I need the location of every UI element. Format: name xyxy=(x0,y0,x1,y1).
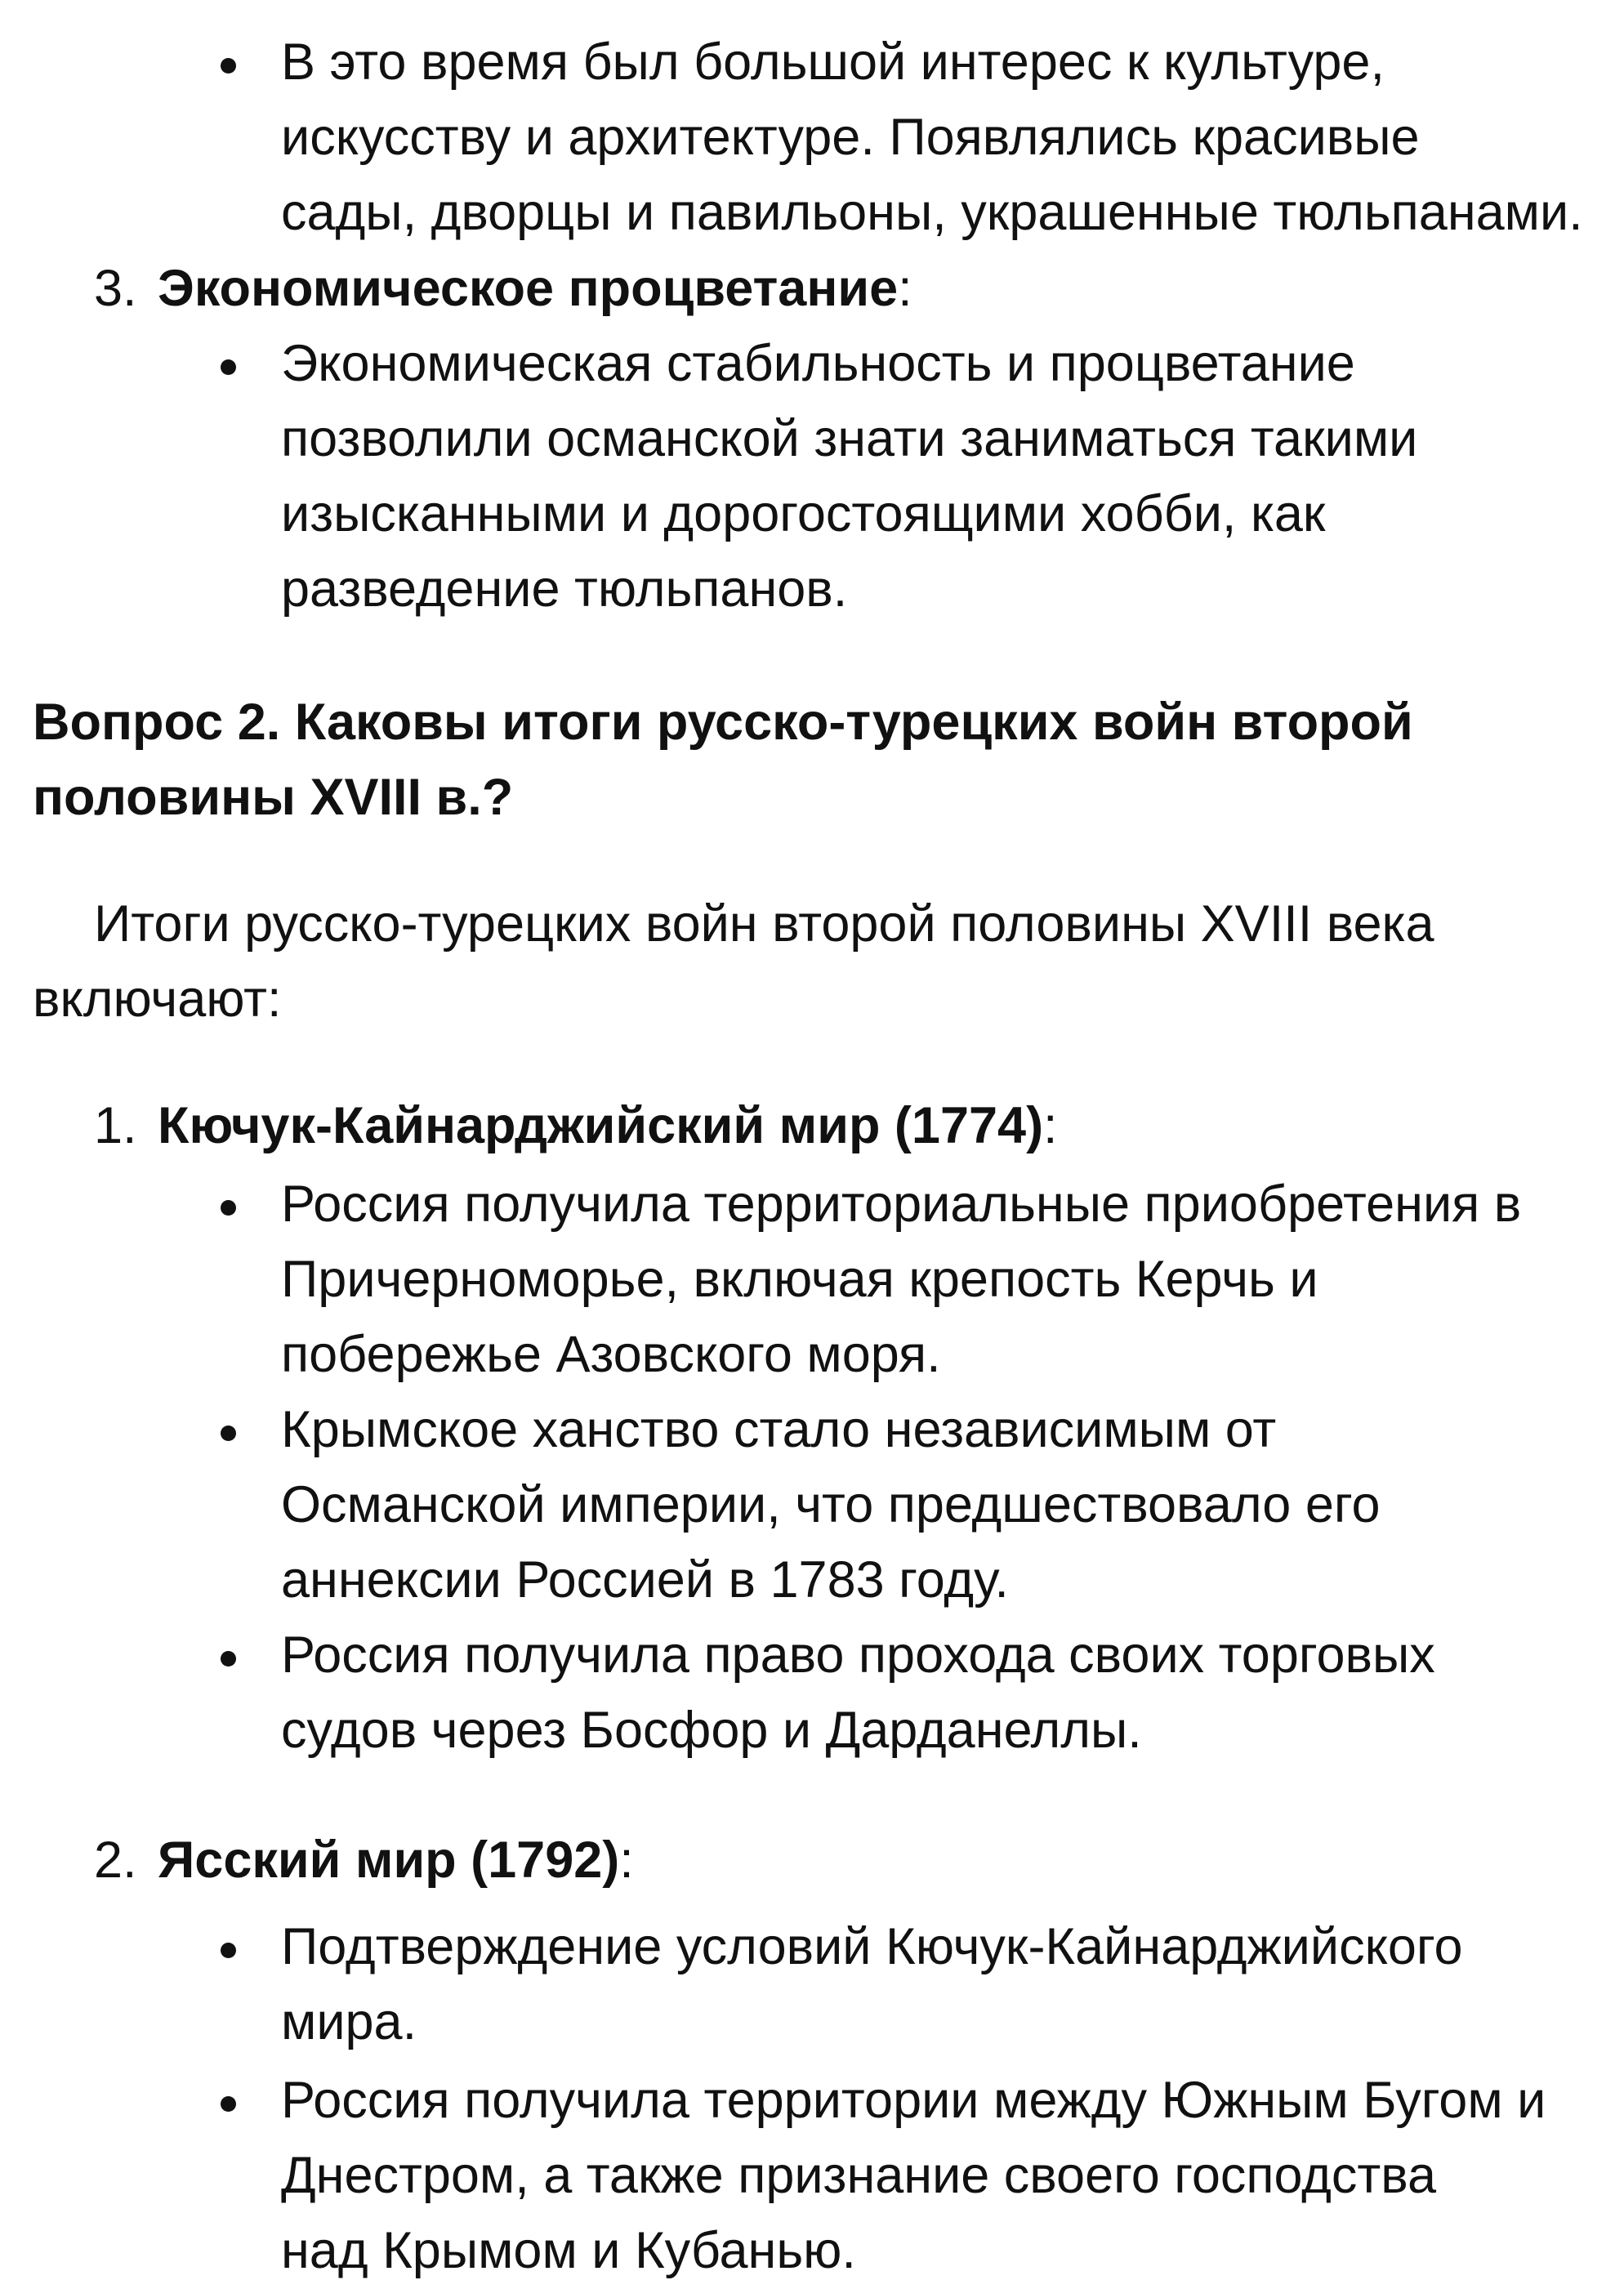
list-item-colon: : xyxy=(898,260,912,317)
text-line: побережье Азовского моря. xyxy=(281,1326,941,1383)
list-number: 3. xyxy=(94,260,137,317)
text-line: Россия получила право прохода своих торговых xyxy=(281,1626,1435,1684)
bullet-marker xyxy=(221,58,236,74)
text-line: Россия получила территориальные приобретения в xyxy=(281,1176,1522,1233)
list-item-title: Экономическое процветание xyxy=(158,260,899,317)
text-line: разведение тюльпанов. xyxy=(281,560,848,618)
bullet-marker xyxy=(221,1426,236,1441)
text-line: изысканными и дорогостоящими хобби, как xyxy=(281,485,1326,542)
text-line: позволили османской знати заниматься такими xyxy=(281,410,1418,467)
list-item-colon: : xyxy=(619,1832,634,1889)
list-item-heading xyxy=(158,250,912,327)
bullet-marker xyxy=(221,359,236,375)
list-item-title: Кючук-Кайнарджийский мир (1774) xyxy=(158,1097,1044,1154)
text-line: Причерноморье, включая крепость Керчь и xyxy=(281,1251,1318,1308)
list-item-colon: : xyxy=(1043,1097,1058,1154)
list-item-heading xyxy=(158,1822,634,1899)
question-heading: половины XVIII в.? xyxy=(33,769,514,826)
bullet-marker xyxy=(221,1651,236,1667)
text-line: Россия получила территории между Южным Бугом и xyxy=(281,2072,1546,2129)
text-line: Экономическая стабильность и процветание xyxy=(281,335,1355,392)
bullet-marker xyxy=(221,1943,236,1958)
text-line: Подтверждение условий Кючук-Кайнарджийского xyxy=(281,1918,1463,1975)
bullet-marker xyxy=(221,1200,236,1216)
text-line: аннексии Россией в 1783 году. xyxy=(281,1551,1009,1609)
text-line: Днестром, а также признание своего господства xyxy=(281,2147,1437,2204)
text-line: судов через Босфор и Дарданеллы. xyxy=(281,1702,1142,1759)
text-line: Османской империи, что предшествовало его xyxy=(281,1476,1381,1533)
question-heading: Вопрос 2. Каковы итоги русско-турецких войн второй xyxy=(33,694,1413,751)
text-line: над Крымом и Кубанью. xyxy=(281,2222,856,2279)
text-line: мира. xyxy=(281,1993,417,2050)
text-line: искусству и архитектуре. Появлялись красивые xyxy=(281,109,1420,166)
bullet-marker xyxy=(221,2096,236,2112)
list-item-title: Ясский мир (1792) xyxy=(158,1832,620,1889)
intro-paragraph: Итоги русско-турецких войн второй половины XVIII века xyxy=(94,895,1434,953)
list-number: 1. xyxy=(94,1097,137,1154)
text-line: Крымское ханство стало независимым от xyxy=(281,1401,1277,1458)
list-number: 2. xyxy=(94,1832,137,1889)
text-line: В это время был большой интерес к культуре, xyxy=(281,33,1385,91)
text-line: сады, дворцы и павильоны, украшенные тюльпанами. xyxy=(281,184,1583,241)
list-item-heading xyxy=(158,1087,1058,1164)
intro-paragraph: включают: xyxy=(33,970,282,1028)
